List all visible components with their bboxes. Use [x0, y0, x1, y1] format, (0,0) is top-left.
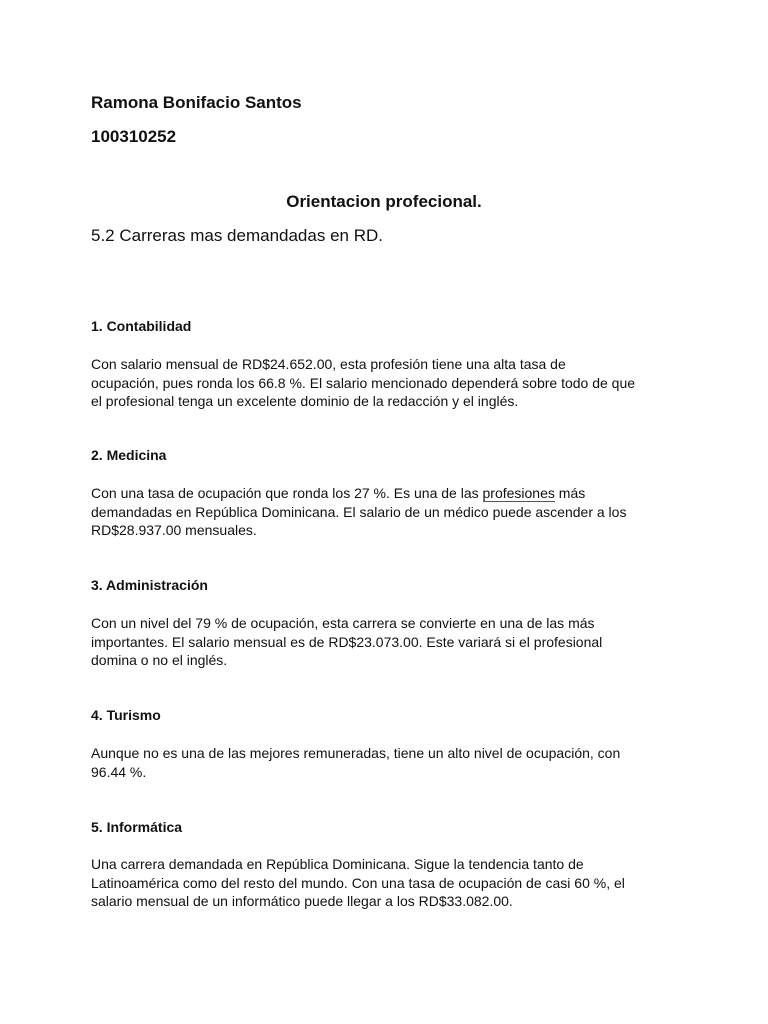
body-line: Aunque no es una de las mejores remuneradas, tiene un alto nivel de ocupación, con — [91, 745, 621, 761]
body-line: Con un nivel del 79 % de ocupación, esta carrera se convierte en una de las más — [91, 615, 595, 631]
item-heading-informatica: 5. Informática — [91, 819, 183, 835]
item-body-contabilidad — [91, 355, 691, 411]
item-body-informatica — [91, 855, 691, 911]
item-heading-contabilidad: 1. Contabilidad — [91, 318, 192, 334]
item-body-turismo — [91, 744, 691, 781]
body-line: domina o no el inglés. — [91, 652, 228, 668]
body-line: demandadas en República Dominicana. El salario de un médico puede ascender a los — [91, 503, 627, 520]
item-heading-medicina: 2. Medicina — [91, 447, 167, 463]
body-line: Latinoamérica como del resto del mundo. Con una tasa de ocupación de casi 60 %, el — [91, 874, 625, 891]
body-line: Con salario mensual de RD$24.652.00, esta profesión tiene una alta tasa de — [91, 356, 566, 372]
body-line: ocupación, pues ronda los 66.8 %. El salario mencionado dependerá sobre todo de que — [91, 374, 636, 391]
body-line: Una carrera demandada en República Dominicana. Sigue la tendencia tanto de — [91, 856, 584, 872]
body-text: Con una tasa de ocupación que ronda los 27 %. Es una de las — [91, 485, 483, 501]
body-line — [91, 484, 691, 503]
body-text: más — [554, 485, 586, 501]
body-line: 96.44 %. — [91, 763, 147, 780]
body-line: importantes. El salario mensual es de RD$23.073.00. Este variará si el profesional — [91, 633, 603, 650]
profesiones-link[interactable]: profesiones — [482, 485, 555, 501]
section-title: 5.2 Carreras mas demandadas en RD. — [91, 226, 383, 245]
body-line: el profesional tenga un excelente dominio de la redacción y el inglés. — [91, 393, 519, 409]
author-name: Ramona Bonifacio Santos — [91, 93, 302, 112]
document-title: Orientacion profecional. — [286, 192, 482, 211]
item-heading-administracion: 3. Administración — [91, 577, 208, 593]
body-line: RD$28.937.00 mensuales. — [91, 522, 257, 538]
item-heading-turismo: 4. Turismo — [91, 707, 161, 723]
item-body-medicina — [91, 484, 691, 540]
student-id: 100310252 — [91, 127, 177, 146]
body-line: salario mensual de un informático puede llegar a los RD$33.082.00. — [91, 893, 513, 909]
item-body-administracion — [91, 614, 691, 670]
